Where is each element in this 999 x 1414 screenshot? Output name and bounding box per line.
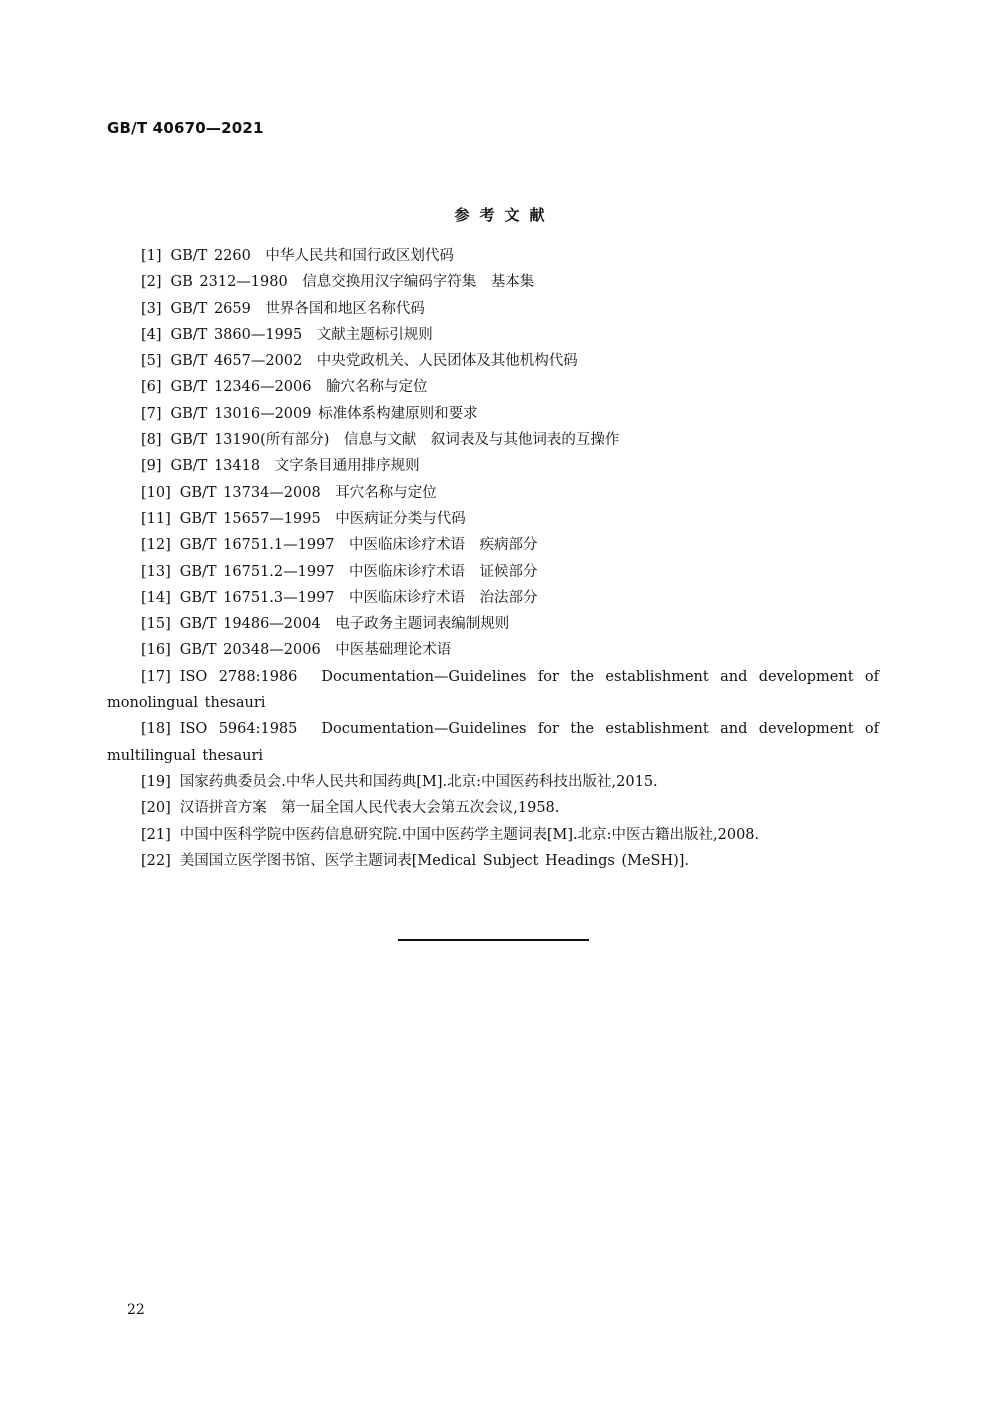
reference-text: GB/T 16751.3—1997 中医临床诊疗术语 治法部分 xyxy=(179,589,538,606)
reference-text: ISO 5964:1985 Documentation—Guidelines for the establishment and development of multilingual thesauri xyxy=(107,721,879,764)
reference-number: [15] xyxy=(141,616,171,633)
reference-item xyxy=(107,401,879,427)
reference-item xyxy=(107,296,879,322)
reference-item xyxy=(107,506,879,532)
reference-item xyxy=(107,269,879,295)
reference-number: [19] xyxy=(141,773,171,790)
reference-number: [5] xyxy=(141,353,162,370)
reference-number: [7] xyxy=(141,405,162,422)
reference-text: GB/T 19486—2004 电子政务主题词表编制规则 xyxy=(179,616,510,633)
reference-item xyxy=(107,427,879,453)
reference-text: GB/T 13190(所有部分) 信息与文献 叙词表及与其他词表的互操作 xyxy=(170,432,620,449)
reference-text: 汉语拼音方案 第一届全国人民代表大会第五次会议,1958. xyxy=(179,800,560,817)
reference-item xyxy=(107,453,879,479)
reference-item xyxy=(107,611,879,637)
reference-number: [9] xyxy=(141,458,162,475)
reference-item xyxy=(107,480,879,506)
reference-item xyxy=(107,637,879,663)
reference-number: [11] xyxy=(141,510,171,527)
reference-number: [6] xyxy=(141,379,162,396)
reference-number: [8] xyxy=(141,432,162,449)
reference-text: ISO 2788:1986 Documentation—Guidelines for the establishment and development of monolingual thesauri xyxy=(107,668,879,712)
standard-code: GB/T 40670—2021 xyxy=(107,119,264,137)
reference-text: GB/T 13016—2009 标准体系构建原则和要求 xyxy=(170,405,478,422)
reference-number: [21] xyxy=(141,826,171,843)
reference-text: GB/T 13418 文字条目通用排序规则 xyxy=(170,458,420,475)
reference-text: GB/T 2260 中华人民共和国行政区划代码 xyxy=(170,248,454,264)
reference-text: 中国中医科学院中医药信息研究院.中国中医药学主题词表[M].北京:中医古籍出版社,2008. xyxy=(179,826,760,843)
reference-item xyxy=(107,822,879,848)
reference-number: [4] xyxy=(141,326,162,343)
reference-item xyxy=(107,532,879,558)
reference-number: [16] xyxy=(141,642,171,659)
reference-number: [2] xyxy=(141,274,162,291)
reference-text: GB 2312—1980 信息交换用汉字编码字符集 基本集 xyxy=(170,274,535,291)
reference-list xyxy=(107,243,879,874)
reference-item xyxy=(107,848,879,874)
reference-text: GB/T 3860—1995 文献主题标引规则 xyxy=(170,326,433,343)
reference-number: [3] xyxy=(141,300,162,317)
reference-number: [10] xyxy=(141,484,171,501)
bibliography-heading: 参考文献 xyxy=(454,206,555,224)
reference-number: [22] xyxy=(141,852,171,869)
reference-item xyxy=(107,348,879,374)
reference-text: 国家药典委员会.中华人民共和国药典[M].北京:中国医药科技出版社,2015. xyxy=(179,773,658,790)
reference-text: 美国国立医学图书馆、医学主题词表[Medical Subject Headings (MeSH)]. xyxy=(179,852,690,869)
reference-text: GB/T 20348—2006 中医基础理论术语 xyxy=(179,642,452,659)
reference-text: GB/T 16751.2—1997 中医临床诊疗术语 证候部分 xyxy=(179,563,538,580)
page-number: 22 xyxy=(127,1302,145,1318)
reference-number: [13] xyxy=(141,563,171,580)
reference-item xyxy=(107,769,879,795)
reference-item xyxy=(107,322,879,348)
reference-number: [20] xyxy=(141,800,171,817)
reference-item xyxy=(107,795,879,821)
reference-text: GB/T 16751.1—1997 中医临床诊疗术语 疾病部分 xyxy=(179,537,538,554)
reference-text: GB/T 15657—1995 中医病证分类与代码 xyxy=(179,510,466,527)
reference-item xyxy=(107,243,879,269)
reference-item xyxy=(107,716,879,769)
reference-text: GB/T 2659 世界各国和地区名称代码 xyxy=(170,300,425,317)
reference-text: GB/T 12346—2006 腧穴名称与定位 xyxy=(170,379,428,396)
reference-item xyxy=(107,664,879,717)
reference-item xyxy=(107,585,879,611)
reference-number: [12] xyxy=(141,537,171,554)
reference-number: [14] xyxy=(141,589,171,606)
reference-number: [17] xyxy=(141,668,171,685)
reference-number: [18] xyxy=(141,721,171,738)
reference-number: [1] xyxy=(141,248,162,264)
reference-text: GB/T 13734—2008 耳穴名称与定位 xyxy=(179,484,437,501)
end-rule xyxy=(398,939,589,941)
reference-item xyxy=(107,559,879,585)
reference-item xyxy=(107,374,879,400)
reference-text: GB/T 4657—2002 中央党政机关、人民团体及其他机构代码 xyxy=(170,353,578,370)
